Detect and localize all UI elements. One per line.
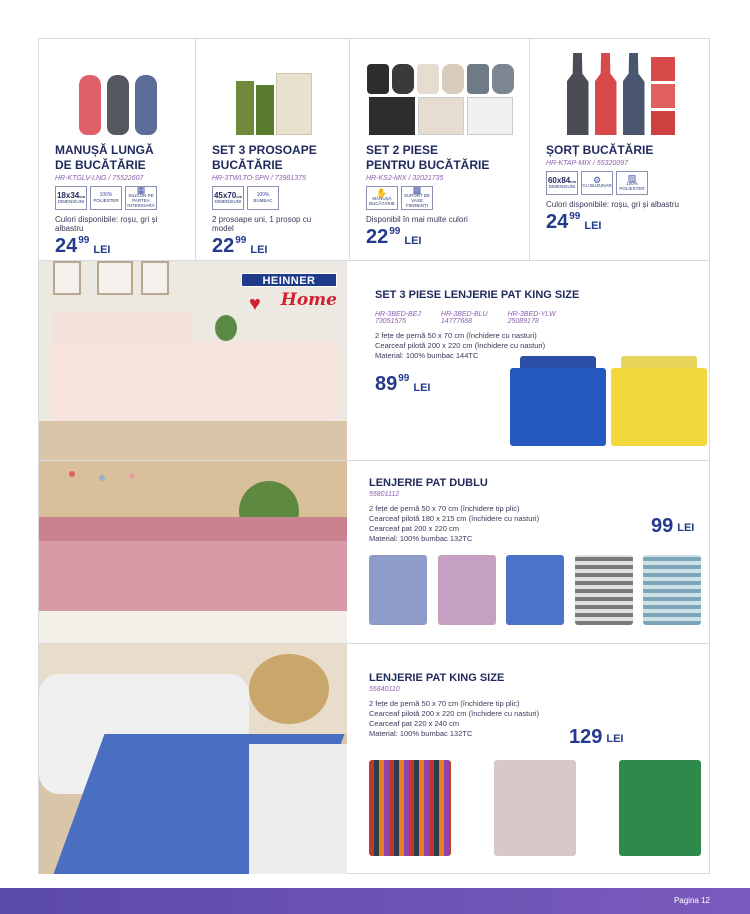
section-title: LENJERIE PAT KING SIZE — [369, 672, 505, 684]
availability-note: 2 prosoape uni, 1 prosop cu model — [212, 215, 312, 233]
product-image-bed-green — [619, 760, 701, 856]
product-image-oven-gloves — [55, 49, 181, 135]
product-title: ȘORȚ BUCĂTĂRIE — [546, 143, 654, 157]
availability-note: Culori disponibile: roșu, gri și albastru — [55, 215, 158, 233]
product-thumbnails — [369, 760, 701, 860]
section-title: SET 3 PIESE LENJERIE PAT KING SIZE — [375, 289, 580, 301]
product-title: SET 2 PIESE PENTRU BUCĂTĂRIE — [366, 143, 490, 172]
product-image-bed-cherry — [494, 760, 576, 856]
heinner-home-logo: HEINNER ♥ Home — [241, 273, 337, 323]
bedroom-photo-beige — [39, 261, 347, 460]
king-linen-info — [369, 644, 709, 874]
page-footer — [0, 888, 750, 914]
dimensions-badge: 60x84cm DIMENSIUNI — [546, 171, 578, 195]
availability-note: Disponibil în mai multe culori — [366, 215, 468, 224]
product-image-kitchen-set — [366, 49, 515, 135]
feature-badges — [366, 186, 515, 210]
product-image-bed-blue-floral — [506, 555, 564, 625]
price-tag: 22 99 LEI — [212, 235, 268, 257]
material-badge: 100% BUMBAC — [247, 186, 279, 210]
kitchen-products-row — [39, 39, 709, 261]
spec-list: 2 fețe de pernă 50 x 70 cm (închidere tip plic) Cearceaf pilotă 180 x 215 cm (închidere cu nasturi) Cearceaf pat 200 x 220 cm Material: 100% bumbac 132TC — [369, 504, 540, 543]
feature-badges — [55, 186, 181, 210]
product-code: 55840110 — [369, 686, 400, 693]
price-tag: 99 LEI — [651, 515, 695, 537]
product-card-apron[interactable] — [530, 39, 709, 260]
spec-list: 2 fețe de pernă 50 x 70 cm (închidere cu nasturi) Cearceaf pilotă 200 x 220 cm (închidere cu nasturi) Material: 100% bumbac 144TC — [375, 331, 546, 360]
dimensions-badge: 18x34cm DIMENSIUNI — [55, 186, 87, 210]
silicone-badge: ▦ SILICON PE PARTEA INTERIOARĂ — [125, 186, 157, 210]
product-card-kitchen-set[interactable] — [350, 39, 530, 260]
product-image-bed-striped — [575, 555, 633, 625]
price-tag: 89 99 LEI — [375, 373, 431, 395]
section-king-set — [39, 261, 709, 461]
price-tag: 129 LEI — [569, 726, 624, 748]
product-title: MANUȘĂ LUNGĂ DE BUCĂTĂRIE — [55, 143, 154, 172]
product-title: SET 3 PROSOAPE BUCĂTĂRIE — [212, 143, 317, 172]
product-code: HR-KTAP-MIX / 55320097 — [546, 160, 628, 167]
product-card-oven-glove[interactable] — [39, 39, 196, 260]
product-code: HR-KTGLV-LNG / 75522607 — [55, 175, 144, 182]
price-tag: 24 99 LEI — [546, 211, 602, 233]
price-tag: 22 99 LEI — [366, 226, 422, 248]
section-king-linen — [39, 644, 709, 874]
availability-note: Culori disponibile: roșu, gri și albastru — [546, 200, 679, 209]
feature-badges — [546, 171, 695, 195]
glove-badge: ✋ MĂNUȘĂ BUCĂTĂRIE — [366, 186, 398, 210]
bedroom-photo-pink — [39, 461, 347, 643]
product-image-bed-teal — [643, 555, 701, 625]
double-linen-info — [369, 461, 709, 643]
material-badge: 100% POLIESTER — [90, 186, 122, 210]
product-thumbnails — [369, 555, 701, 633]
product-image-bed-yellow — [611, 356, 707, 448]
spec-list: 2 fețe de pernă 50 x 70 cm (închidere tip plic) Cearceaf pilotă 200 x 220 cm (închidere cu nasturi) Cearceaf pat 220 x 240 cm Material: 100% bumbac 132TC — [369, 699, 540, 738]
product-code: HR-KS2-MIX / 32021735 — [366, 175, 444, 182]
product-image-bed-stripes-multicolor — [369, 760, 451, 856]
pot-holder-badge: ▩ SUPORT DE VASE FIERBINȚI — [401, 186, 433, 210]
bedroom-photo-leaves — [39, 644, 347, 874]
product-codes: HR-3BED-BEJ 73051575 HR-3BED-BLU 14777668 HR-3BED-YLW 25089178 — [375, 311, 556, 325]
feature-badges — [212, 186, 335, 210]
heart-icon: ♥ — [249, 293, 261, 315]
dimensions-badge: 45x70cm DIMENSIUNI — [212, 186, 244, 210]
material-badge: ▨ 100% POLIESTER — [616, 171, 648, 195]
product-image-bed-blue — [510, 356, 606, 448]
product-code: 55801112 — [369, 491, 400, 498]
catalog-page — [38, 38, 710, 874]
section-double-linen — [39, 461, 709, 644]
product-code: HR-3TWLTO-SPN / 73981375 — [212, 175, 306, 182]
king-set-info — [375, 261, 709, 460]
product-card-towels[interactable] — [196, 39, 350, 260]
product-image-bed-floral — [369, 555, 427, 625]
section-title: LENJERIE PAT DUBLU — [369, 477, 488, 489]
price-tag: 24 99 LEI — [55, 235, 111, 257]
pocket-badge: ⚙ CU BUZUNAR — [581, 171, 613, 195]
page-number: Pagina 12 — [673, 896, 710, 905]
product-image-aprons — [546, 49, 695, 135]
product-image-towels — [212, 49, 335, 135]
product-image-bed-pink — [438, 555, 496, 625]
